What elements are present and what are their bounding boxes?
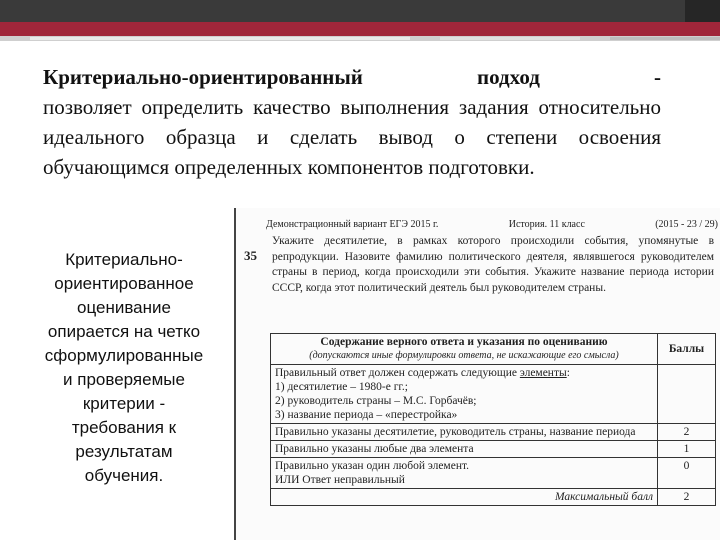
side-note-line: и проверяемые	[63, 370, 185, 389]
scan-header-left: Демонстрационный вариант ЕГЭ 2015 г.	[266, 219, 439, 230]
points-header: Баллы	[658, 334, 716, 365]
answer-item: 1) десятилетие – 1980-е гг.;	[275, 381, 408, 393]
criteria-text: Правильно указаны десятилетие, руководитель страны, название периода	[271, 424, 658, 441]
criteria-text: Правильно указаны любые два элемента	[271, 441, 658, 458]
criteria-header	[271, 334, 658, 365]
side-note-line: Критериально-	[65, 250, 183, 269]
answer-key-row	[271, 365, 716, 424]
side-note-line: ориентированное	[54, 274, 194, 293]
criteria-row	[271, 458, 716, 489]
answer-intro-elements: элементы	[519, 367, 567, 379]
scanned-exam-page	[234, 208, 720, 540]
lead-dash: -	[654, 65, 661, 89]
criteria-points: 2	[658, 424, 716, 441]
max-score-row	[271, 489, 716, 506]
lead-term-1: Критериально-ориентированный	[43, 65, 363, 89]
divider-segment	[440, 37, 580, 40]
scan-header	[266, 219, 718, 230]
answer-intro-colon: :	[566, 367, 570, 379]
answer-key	[271, 365, 658, 424]
side-note-line: результатам	[75, 442, 173, 461]
answer-key-points	[658, 365, 716, 424]
criteria-header-note: (допускаются иные формулировки ответа, не искажающие его смысла)	[309, 350, 619, 361]
task-number: 35	[244, 248, 257, 263]
grading-table-header	[271, 334, 716, 365]
divider-line	[0, 36, 720, 41]
criteria-row	[271, 441, 716, 458]
title-bar	[0, 0, 720, 22]
criteria-row	[271, 424, 716, 441]
main-paragraph-first-line	[43, 62, 661, 92]
divider-segment	[30, 37, 410, 40]
answer-intro-text: Правильный ответ должен содержать следующие	[275, 367, 520, 379]
answer-item: 3) название периода – «перестройка»	[275, 409, 458, 421]
criteria-text-line: Правильно указан один любой элемент.	[275, 460, 470, 472]
max-score-label: Максимальный балл	[271, 489, 658, 506]
scan-header-right: (2015 - 23 / 29)	[655, 219, 718, 230]
answer-item: 2) руководитель страны – М.С. Горбачёв;	[275, 395, 477, 407]
criteria-points: 0	[658, 458, 716, 489]
side-note-line: обучения.	[84, 466, 164, 485]
accent-bar	[0, 22, 720, 36]
side-note-line: оценивание	[77, 298, 171, 317]
divider-segment	[610, 37, 720, 40]
lead-term-2: подход	[477, 65, 540, 89]
criteria-text	[271, 458, 658, 489]
side-note-line: критерии -	[82, 394, 166, 413]
task-text: Укажите десятилетие, в рамках которого происходили события, упомянутые в репродукции. Назовите фамилию политического деятеля, являвшегося руководителем страны в период, когда происходили эти события. Укажите название периода истории СССР, когда этот политический деятель был руководителем страны.	[272, 235, 714, 294]
side-note-line: сформулированные	[44, 346, 204, 365]
side-note-line: опирается на четко	[47, 322, 201, 341]
max-score-value: 2	[658, 489, 716, 506]
answer-intro	[275, 366, 653, 380]
main-paragraph-body: позволяет определить качество выполнения задания относительно идеального образца и сделать вывод о степени освоения обучающимся определенных компонентов подготовки.	[43, 95, 661, 179]
grading-table	[270, 333, 716, 506]
criteria-text-line: ИЛИ Ответ неправильный	[275, 474, 405, 486]
side-note-line: требования к	[71, 418, 177, 437]
criteria-points: 1	[658, 441, 716, 458]
side-note	[22, 248, 226, 488]
title-bar-corner	[685, 0, 720, 22]
main-paragraph	[43, 62, 661, 182]
criteria-header-title: Содержание верного ответа и указания по оцениванию	[320, 336, 608, 348]
scan-header-mid: История. 11 класс	[508, 219, 585, 230]
